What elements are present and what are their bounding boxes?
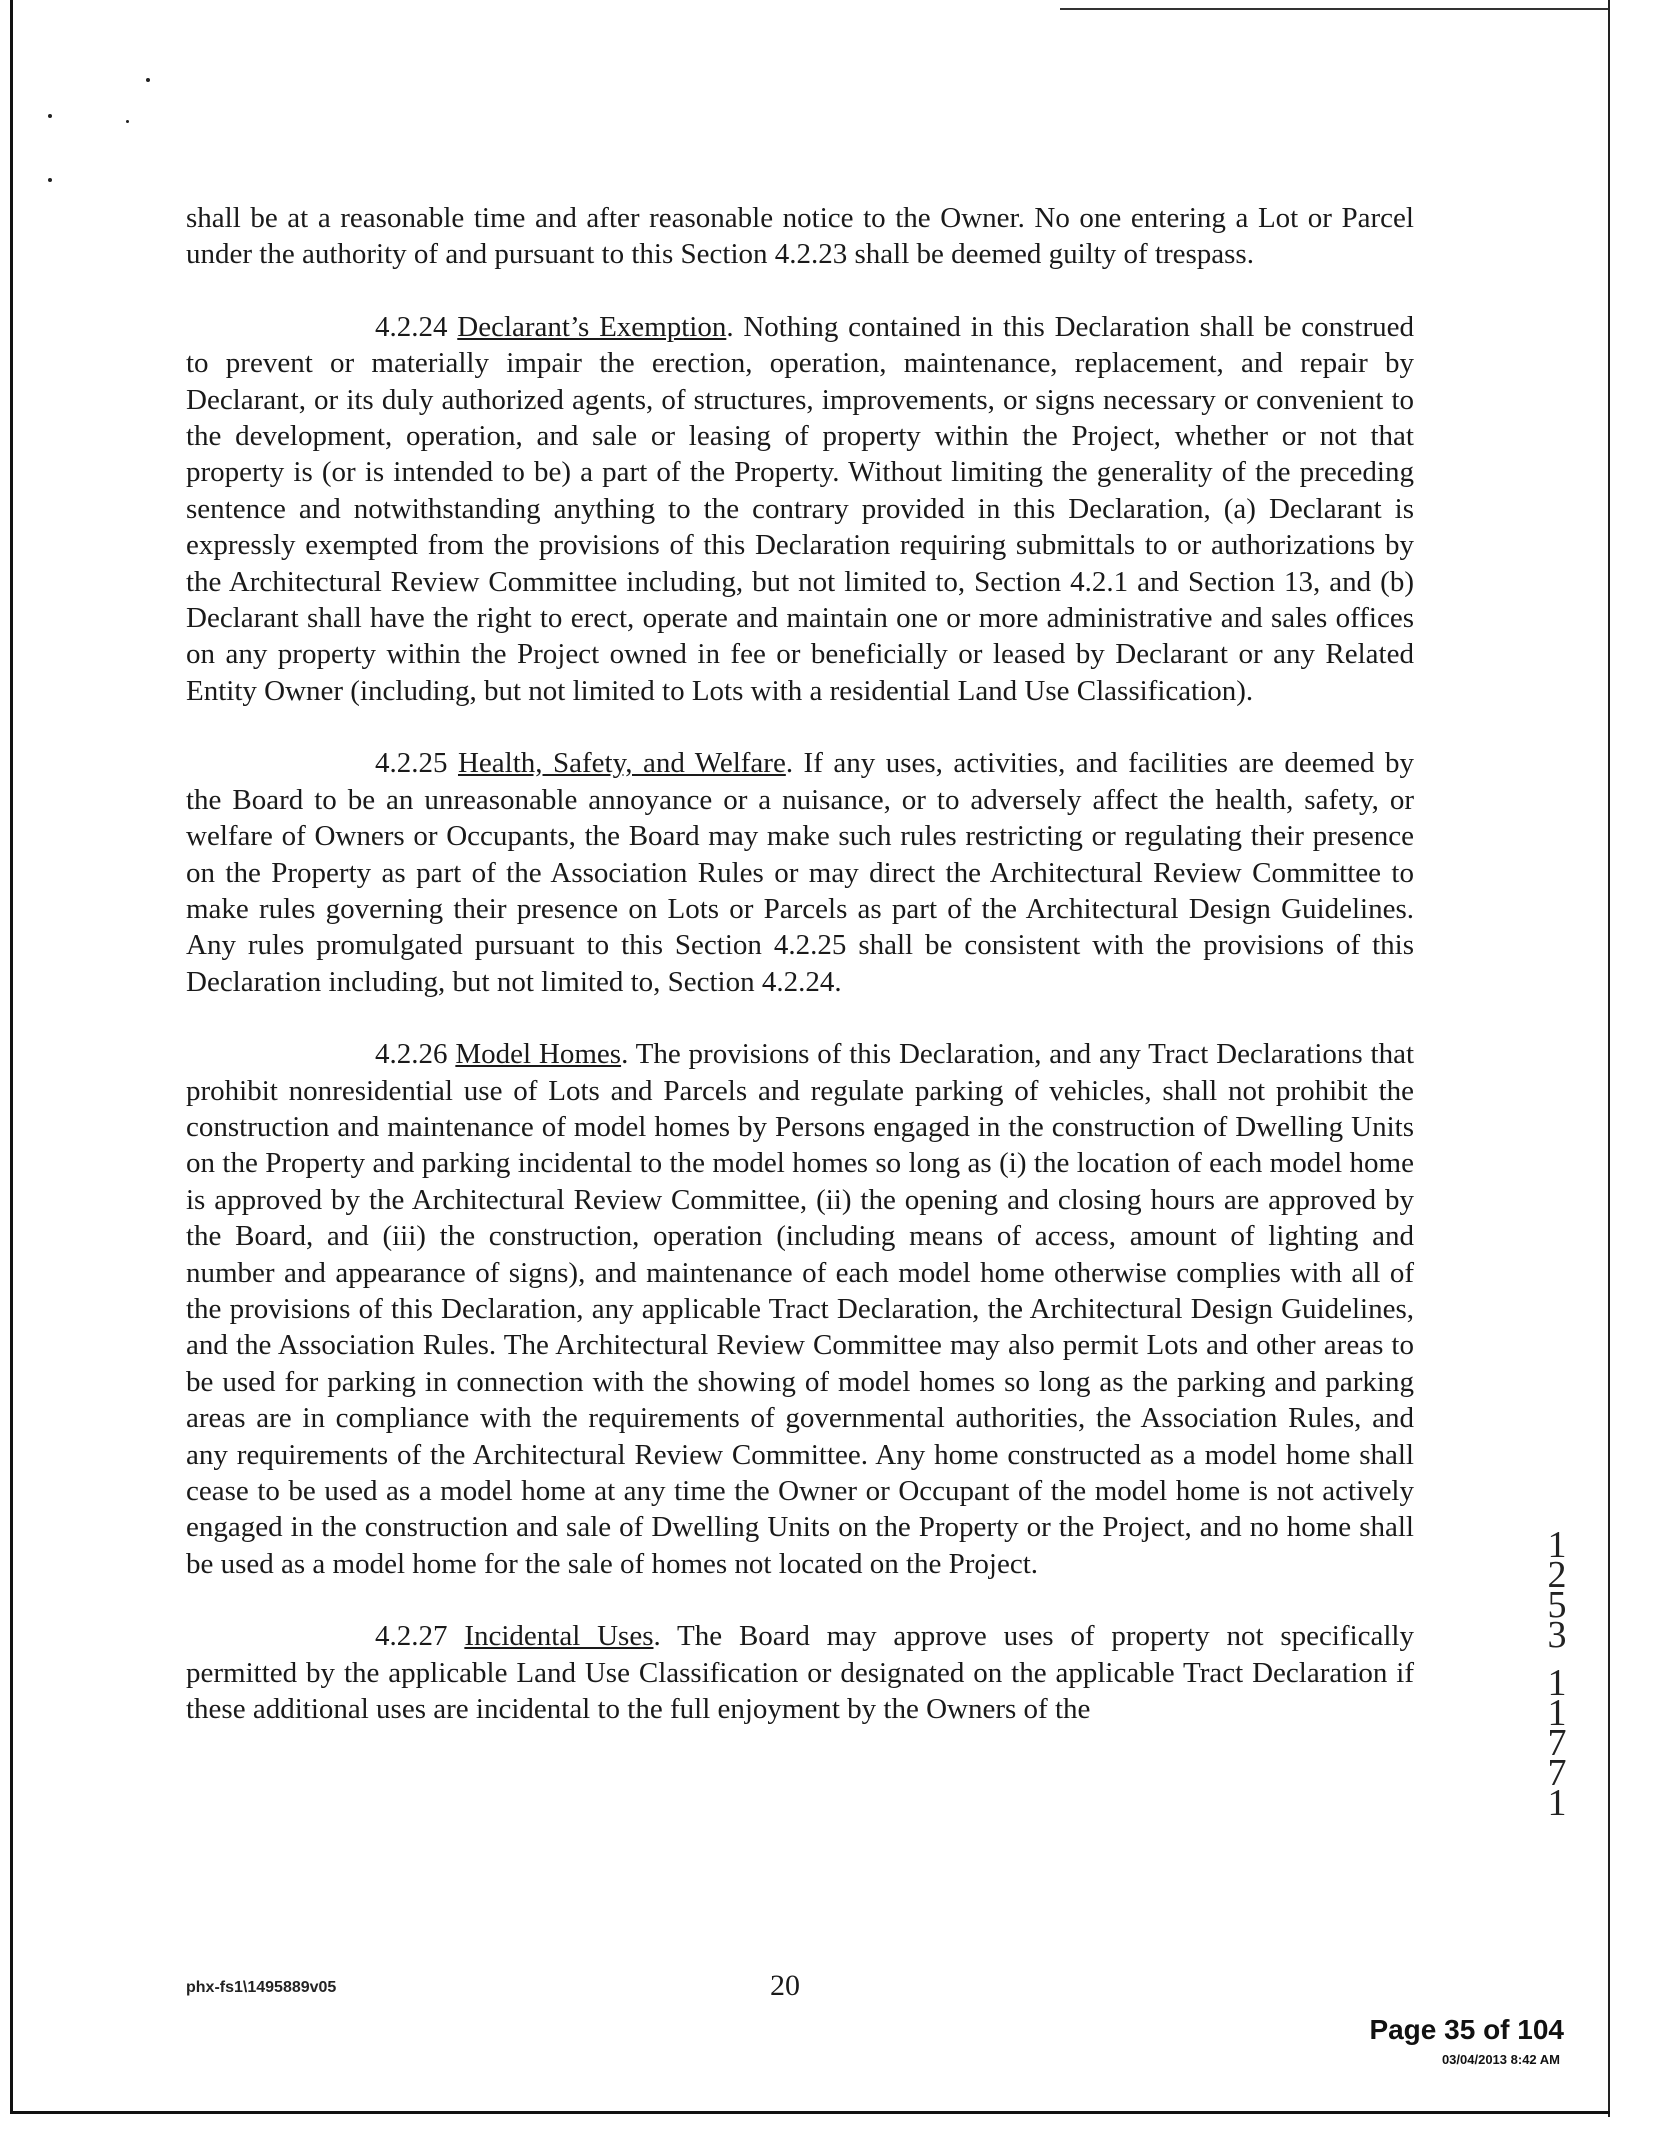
- recording-digit: 1: [1547, 1662, 1567, 1704]
- paragraph-text: . If any uses, activities, and facilities are deemed by the Board to be an unreasonable annoyance or a nuisance, or to adversely affect the health, safety, or welfare of Owners or Occupants, the Board may make such rules restricting or regulating their presence on the Property as part of the Association Rules or may direct the Architectural Review Committee to make rules governing their presence on Lots or Parcels as part of the Architectural Design Guidelines. Any rules promulgated pursuant to this Section 4.2.25 shall be consistent with the provisions of this Declaration including, but not limited to, Section 4.2.24.: [186, 747, 1415, 998]
- scan-speck: [126, 120, 129, 123]
- scan-left-edge: [10, 0, 13, 2112]
- document-body: [186, 200, 1414, 1727]
- section-4-2-27: [186, 1618, 1414, 1727]
- recording-digit: 7: [1547, 1722, 1567, 1764]
- paragraph-text: . The provisions of this Declaration, and any Tract Declarations that prohibit nonresidential use of Lots and Parcels and regulate parking of vehicles, shall not prohibit the construction and maintenance of model homes by Persons engaged in the construction of Dwelling Units on the Property and parking incidental to the model homes so long as (i) the location of each model home is approved by the Architectural Review Committee, (ii) the opening and closing hours are approved by the Board, and (iii) the construction, operation (including means of access, amount of lighting and number and appearance of signs), and maintenance of each model home otherwise complies with all of the provisions of this Declaration, any applicable Tract Declaration, the Architectural Design Guidelines, and the Association Rules. The Architectural Review Committee may also permit Lots and other areas to be used for parking in connection with the showing of model homes so long as the parking and parking areas are in compliance with the requirements of governmental authorities, the Association Rules, and any requirements of the Architectural Review Committee. Any home constructed as a model home shall cease to be used as a model home at any time the Owner or Occupant of the model home is not actively engaged in the construction and sale of Dwelling Units on the Property or the Project, and no home shall be used as a model home for the sale of homes not located on the Project.: [186, 1038, 1415, 1580]
- paragraph-text: . The Board may approve uses of property not specifically permitted by the applicable Land Use Classification or designated on the applicable Tract Declaration if these additional uses are incidental to the full enjoyment by the Owners of the: [186, 1620, 1414, 1726]
- section-number: 4.2.26: [375, 1038, 448, 1071]
- scan-speck: [48, 114, 52, 118]
- section-heading: Incidental Uses: [464, 1620, 654, 1653]
- recording-digit: 1: [1547, 1524, 1567, 1566]
- recording-digit: 7: [1547, 1752, 1567, 1794]
- stamp-date: 03/04/2013 8:42 AM: [1441, 2052, 1560, 2067]
- recording-number: [1537, 1524, 1577, 1824]
- recording-digit: 1: [1547, 1692, 1567, 1734]
- recording-digit: 3: [1547, 1614, 1567, 1656]
- page-number: 20: [770, 1969, 800, 2002]
- document-id: phx-fs1\1495889v05: [186, 1979, 337, 1996]
- section-number: 4.2.27: [375, 1620, 448, 1653]
- scan-right-edge: [1608, 0, 1610, 2117]
- recording-digit: 2: [1547, 1554, 1567, 1596]
- section-heading: Health, Safety, and Welfare: [457, 747, 786, 780]
- scan-speck: [48, 178, 52, 182]
- section-heading: Model Homes: [455, 1038, 622, 1071]
- paragraph-text: . Nothing contained in this Declaration shall be construed to prevent or materially impair the erection, operation, maintenance, replacement, and repair by Declarant, or its duly authorized agents, of structures, improvements, or signs necessary or convenient to the development, operation, and sale or leasing of property within the Project, whether or not that property is (or is intended to be) a part of the Property. Without limiting the generality of the preceding sentence and notwithstanding anything to the contrary provided in this Declaration, (a) Declarant is expressly exempted from the provisions of this Declaration requiring submittals to or authorizations by the Architectural Review Committee including, but not limited to, Section 4.2.1 and Section 13, and (b) Declarant shall have the right to erect, operate and maintain one or more administrative and sales offices on any property within the Project owned in fee or beneficially or leased by Declarant or any Related Entity Owner (including, but not limited to Lots with a residential Land Use Classification).: [186, 310, 1415, 707]
- section-number: 4.2.25: [375, 747, 448, 780]
- section-4-2-26: [186, 1036, 1414, 1582]
- section-4-2-24: [186, 309, 1414, 709]
- section-4-2-25: [186, 745, 1414, 1000]
- scan-speck: [146, 78, 150, 82]
- scan-top-edge: [1060, 8, 1608, 10]
- scan-bottom-edge: [10, 2111, 1610, 2114]
- section-heading: Declarant’s Exemption: [457, 310, 727, 343]
- section-number: 4.2.24: [375, 310, 448, 343]
- paragraph-continuation: [186, 200, 1414, 273]
- recording-digit: 5: [1547, 1584, 1567, 1626]
- page-stamp: Page 35 of 104: [1369, 2014, 1564, 2045]
- paragraph-text: shall be at a reasonable time and after reasonable notice to the Owner. No one entering a Lot or Parcel under the authority of and pursuant to this Section 4.2.23 shall be deemed guilty of trespass.: [186, 202, 1414, 271]
- recording-digit: 1: [1547, 1782, 1567, 1824]
